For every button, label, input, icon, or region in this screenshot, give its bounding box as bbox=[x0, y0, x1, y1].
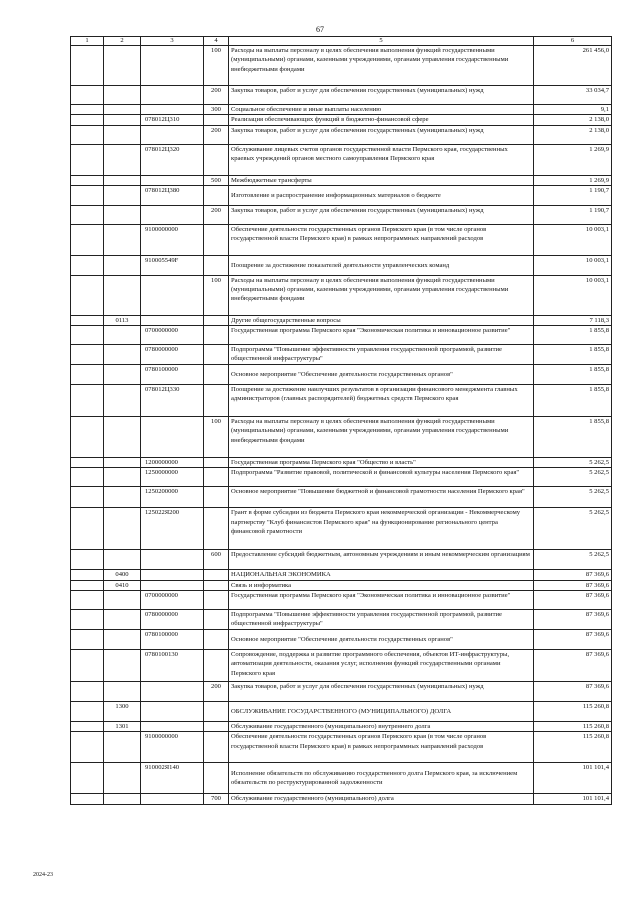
col-target-article: 0780100130 bbox=[141, 650, 204, 682]
col-expense-type bbox=[204, 365, 229, 385]
col-subsection bbox=[104, 458, 141, 468]
col-target-article: 9100000000 bbox=[141, 732, 204, 763]
col-target-article bbox=[141, 570, 204, 580]
col-expense-type bbox=[204, 580, 229, 590]
col-subsection bbox=[104, 255, 141, 275]
header-col-5: 5 bbox=[229, 37, 534, 46]
col-section bbox=[71, 591, 104, 610]
col-name: Расходы на выплаты персоналу в целях обеспечения выполнения функций государственными (муниципальными) органами, казенными учреждениями, органами управления государственными внебюджетными фондами bbox=[229, 417, 534, 458]
table-row bbox=[71, 794, 612, 804]
col-name: Грант в форме субсидии из бюджета Пермского края некоммерческой организации - Некоммерческому партнерству "Клуб финансистов Пермского края" на функционирование регионального центра финансовой грамотности bbox=[229, 508, 534, 550]
col-target-article bbox=[141, 105, 204, 115]
col-amount: 33 034,7 bbox=[534, 86, 612, 105]
table-row bbox=[71, 487, 612, 508]
header-col-2: 2 bbox=[104, 37, 141, 46]
col-amount: 87 369,6 bbox=[534, 580, 612, 590]
col-subsection bbox=[104, 763, 141, 794]
col-amount: 1 269,9 bbox=[534, 175, 612, 185]
col-name: Расходы на выплаты персоналу в целях обеспечения выполнения функций государственными (муниципальными) органами, казенными учреждениями, органами управления государственными внебюджетными фондами bbox=[229, 46, 534, 86]
col-target-article bbox=[141, 682, 204, 702]
col-name: Закупка товаров, работ и услуг для обеспечения государственных (муниципальных) нужд bbox=[229, 86, 534, 105]
col-expense-type bbox=[204, 610, 229, 630]
col-section bbox=[71, 630, 104, 650]
col-name: Государственная программа Пермского края "Экономическая политика и инновационное развитие" bbox=[229, 591, 534, 610]
table-row bbox=[71, 315, 612, 325]
col-subsection bbox=[104, 682, 141, 702]
col-target-article: 9100000000 bbox=[141, 224, 204, 255]
col-target-article: 0780100000 bbox=[141, 630, 204, 650]
col-name: Другие общегосударственные вопросы bbox=[229, 315, 534, 325]
col-subsection bbox=[104, 224, 141, 255]
col-section bbox=[71, 682, 104, 702]
col-subsection bbox=[104, 46, 141, 86]
header-col-1: 1 bbox=[71, 37, 104, 46]
col-name: Обслуживание государственного (муниципального) долга bbox=[229, 794, 534, 804]
col-name: Изготовление и распространение информационных материалов о бюджете bbox=[229, 185, 534, 205]
col-section bbox=[71, 385, 104, 417]
col-section bbox=[71, 550, 104, 570]
col-expense-type bbox=[204, 326, 229, 345]
col-subsection bbox=[104, 650, 141, 682]
col-name: Сопровождение, поддержка и развитие программного обеспечения, объектов ИТ-инфраструктуры, автоматизация деятельности, оказания услуг, исполнения функций государственными органами Пермского края bbox=[229, 650, 534, 682]
table-row bbox=[71, 105, 612, 115]
page-number: 67 bbox=[316, 25, 324, 34]
col-expense-type: 500 bbox=[204, 175, 229, 185]
col-amount: 1 855,8 bbox=[534, 345, 612, 365]
col-target-article: 0700000000 bbox=[141, 591, 204, 610]
col-expense-type bbox=[204, 144, 229, 175]
col-expense-type: 100 bbox=[204, 46, 229, 86]
col-section bbox=[71, 610, 104, 630]
col-target-article: 910002Я140 bbox=[141, 763, 204, 794]
col-name: Основное мероприятие "Обеспечение деятельности государственных органов" bbox=[229, 365, 534, 385]
col-subsection bbox=[104, 115, 141, 125]
col-target-article: 078012Ц320 bbox=[141, 144, 204, 175]
table-row bbox=[71, 732, 612, 763]
col-amount: 5 262,5 bbox=[534, 508, 612, 550]
col-subsection bbox=[104, 175, 141, 185]
table-row bbox=[71, 365, 612, 385]
col-amount: 115 260,8 bbox=[534, 732, 612, 763]
col-subsection bbox=[104, 86, 141, 105]
col-amount: 5 262,5 bbox=[534, 487, 612, 508]
col-name: Государственная программа Пермского края "Общество и власть" bbox=[229, 458, 534, 468]
col-expense-type bbox=[204, 458, 229, 468]
table-row bbox=[71, 630, 612, 650]
table-row bbox=[71, 86, 612, 105]
col-amount: 101 101,4 bbox=[534, 763, 612, 794]
col-name: Обеспечение деятельности государственных органов Пермского края (в том числе органов государственной власти Пермского края) в рамках непрограммных направлений расходов bbox=[229, 224, 534, 255]
col-target-article: 078012Ц380 bbox=[141, 185, 204, 205]
col-subsection bbox=[104, 732, 141, 763]
col-expense-type: 700 bbox=[204, 794, 229, 804]
col-subsection bbox=[104, 326, 141, 345]
col-name: НАЦИОНАЛЬНАЯ ЭКОНОМИКА bbox=[229, 570, 534, 580]
table-row bbox=[71, 185, 612, 205]
col-subsection bbox=[104, 365, 141, 385]
table-row bbox=[71, 702, 612, 722]
table-row bbox=[71, 224, 612, 255]
table-row bbox=[71, 508, 612, 550]
col-name: Обслуживание лицевых счетов органов государственной власти Пермского края, государственных краевых учреждений органов местного самоуправления Пермского края bbox=[229, 144, 534, 175]
col-expense-type bbox=[204, 591, 229, 610]
col-target-article bbox=[141, 702, 204, 722]
col-target-article: 1200000000 bbox=[141, 458, 204, 468]
col-amount: 7 118,3 bbox=[534, 315, 612, 325]
table-row bbox=[71, 458, 612, 468]
col-amount: 87 369,6 bbox=[534, 570, 612, 580]
col-name: Межбюджетные трансферты bbox=[229, 175, 534, 185]
col-section bbox=[71, 175, 104, 185]
col-expense-type bbox=[204, 508, 229, 550]
col-name: Предоставление субсидий бюджетным, автономным учреждениям и иным некоммерческим организациям bbox=[229, 550, 534, 570]
col-section bbox=[71, 115, 104, 125]
col-name: Реализация обеспечивающих функций в бюджетно-финансовой сфере bbox=[229, 115, 534, 125]
col-section bbox=[71, 508, 104, 550]
col-amount: 5 262,5 bbox=[534, 468, 612, 487]
col-target-article: 0780000000 bbox=[141, 610, 204, 630]
col-name: Подпрограмма "Повышение эффективности управления государственной программой, развитие общественной инфраструктуры" bbox=[229, 345, 534, 365]
header-col-4: 4 bbox=[204, 37, 229, 46]
col-subsection bbox=[104, 630, 141, 650]
col-expense-type: 200 bbox=[204, 86, 229, 105]
col-amount: 1 190,7 bbox=[534, 205, 612, 224]
col-expense-type bbox=[204, 722, 229, 732]
col-target-article bbox=[141, 275, 204, 315]
col-expense-type bbox=[204, 702, 229, 722]
col-name: Поощрение за достижение наилучших результатов в организации финансового менеджмента главных администраторов (главных распорядителей) бюджетных средств Пермского края bbox=[229, 385, 534, 417]
budget-table bbox=[70, 36, 612, 805]
col-name: Социальное обеспечение и иные выплаты населению bbox=[229, 105, 534, 115]
col-subsection bbox=[104, 610, 141, 630]
col-section bbox=[71, 185, 104, 205]
col-name: Закупка товаров, работ и услуг для обеспечения государственных (муниципальных) нужд bbox=[229, 682, 534, 702]
col-expense-type bbox=[204, 650, 229, 682]
col-subsection: 1300 bbox=[104, 702, 141, 722]
col-target-article bbox=[141, 417, 204, 458]
col-amount: 2 138,0 bbox=[534, 115, 612, 125]
header-col-3: 3 bbox=[141, 37, 204, 46]
table-row bbox=[71, 345, 612, 365]
col-subsection bbox=[104, 794, 141, 804]
col-section bbox=[71, 125, 104, 144]
col-target-article bbox=[141, 550, 204, 570]
table-row bbox=[71, 125, 612, 144]
col-target-article: 0780100000 bbox=[141, 365, 204, 385]
col-section bbox=[71, 570, 104, 580]
col-amount: 10 003,1 bbox=[534, 275, 612, 315]
table-row bbox=[71, 46, 612, 86]
col-target-article bbox=[141, 125, 204, 144]
table-row bbox=[71, 591, 612, 610]
col-subsection: 0410 bbox=[104, 580, 141, 590]
col-section bbox=[71, 275, 104, 315]
col-target-article bbox=[141, 46, 204, 86]
col-target-article bbox=[141, 794, 204, 804]
col-expense-type bbox=[204, 630, 229, 650]
col-expense-type bbox=[204, 487, 229, 508]
col-expense-type: 300 bbox=[204, 105, 229, 115]
col-subsection bbox=[104, 345, 141, 365]
col-amount: 261 456,0 bbox=[534, 46, 612, 86]
col-name: Поощрение за достижение показателей деятельности управленческих команд bbox=[229, 255, 534, 275]
col-name: Расходы на выплаты персоналу в целях обеспечения выполнения функций государственными (муниципальными) органами, казенными учреждениями, органами управления государственными внебюджетными фондами bbox=[229, 275, 534, 315]
col-amount: 1 190,7 bbox=[534, 185, 612, 205]
col-expense-type bbox=[204, 570, 229, 580]
col-subsection bbox=[104, 205, 141, 224]
table-row bbox=[71, 205, 612, 224]
col-subsection: 0113 bbox=[104, 315, 141, 325]
col-amount: 10 003,1 bbox=[534, 255, 612, 275]
col-expense-type: 200 bbox=[204, 682, 229, 702]
col-expense-type bbox=[204, 315, 229, 325]
col-amount: 87 369,6 bbox=[534, 682, 612, 702]
col-target-article: 0700000000 bbox=[141, 326, 204, 345]
col-section bbox=[71, 315, 104, 325]
col-expense-type bbox=[204, 763, 229, 794]
col-name: Закупка товаров, работ и услуг для обеспечения государственных (муниципальных) нужд bbox=[229, 125, 534, 144]
col-section bbox=[71, 224, 104, 255]
table-header-row bbox=[71, 37, 612, 46]
col-amount: 1 855,8 bbox=[534, 326, 612, 345]
table-row bbox=[71, 275, 612, 315]
col-amount: 87 369,6 bbox=[534, 630, 612, 650]
table-row bbox=[71, 326, 612, 345]
table-row bbox=[71, 115, 612, 125]
col-section bbox=[71, 326, 104, 345]
col-expense-type bbox=[204, 115, 229, 125]
table-row bbox=[71, 550, 612, 570]
col-amount: 10 003,1 bbox=[534, 224, 612, 255]
col-expense-type bbox=[204, 255, 229, 275]
col-name: Исполнение обязательств по обслуживанию государственного долга Пермского края, за исключением обязательств по реструктурированной задолженности bbox=[229, 763, 534, 794]
col-section bbox=[71, 468, 104, 487]
col-amount: 1 855,8 bbox=[534, 365, 612, 385]
table-row bbox=[71, 255, 612, 275]
col-section bbox=[71, 722, 104, 732]
col-section bbox=[71, 205, 104, 224]
table-row bbox=[71, 650, 612, 682]
table-row bbox=[71, 763, 612, 794]
col-target-article bbox=[141, 175, 204, 185]
col-expense-type bbox=[204, 732, 229, 763]
col-subsection bbox=[104, 185, 141, 205]
col-name: Закупка товаров, работ и услуг для обеспечения государственных (муниципальных) нужд bbox=[229, 205, 534, 224]
col-section bbox=[71, 345, 104, 365]
col-target-article: 078012Ц330 bbox=[141, 385, 204, 417]
col-section bbox=[71, 794, 104, 804]
table-row bbox=[71, 580, 612, 590]
col-subsection bbox=[104, 105, 141, 115]
col-name: Подпрограмма "Развитие правовой, политической и финансовой культуры населения Пермского края" bbox=[229, 468, 534, 487]
col-subsection bbox=[104, 508, 141, 550]
col-target-article bbox=[141, 86, 204, 105]
col-section bbox=[71, 763, 104, 794]
col-target-article bbox=[141, 205, 204, 224]
col-target-article: 078012Ц310 bbox=[141, 115, 204, 125]
col-name: Связь и информатика bbox=[229, 580, 534, 590]
col-section bbox=[71, 144, 104, 175]
col-subsection bbox=[104, 487, 141, 508]
col-subsection: 1301 bbox=[104, 722, 141, 732]
col-expense-type: 100 bbox=[204, 275, 229, 315]
col-target-article bbox=[141, 580, 204, 590]
col-section bbox=[71, 417, 104, 458]
col-section bbox=[71, 650, 104, 682]
col-subsection bbox=[104, 275, 141, 315]
col-expense-type: 100 bbox=[204, 417, 229, 458]
col-name: Обеспечение деятельности государственных органов Пермского края (в том числе органов государственной власти Пермского края) в рамках непрограммных направлений расходов bbox=[229, 732, 534, 763]
col-section bbox=[71, 732, 104, 763]
col-section bbox=[71, 487, 104, 508]
table-row bbox=[71, 610, 612, 630]
table-row bbox=[71, 175, 612, 185]
col-amount: 87 369,6 bbox=[534, 591, 612, 610]
col-section bbox=[71, 702, 104, 722]
col-amount: 1 855,8 bbox=[534, 417, 612, 458]
col-target-article: 0780000000 bbox=[141, 345, 204, 365]
table-row bbox=[71, 144, 612, 175]
col-amount: 87 369,6 bbox=[534, 650, 612, 682]
col-section bbox=[71, 365, 104, 385]
col-amount: 115 260,8 bbox=[534, 722, 612, 732]
col-name: Основное мероприятие "Обеспечение деятельности государственных органов" bbox=[229, 630, 534, 650]
col-target-article bbox=[141, 722, 204, 732]
col-section bbox=[71, 255, 104, 275]
col-expense-type bbox=[204, 185, 229, 205]
col-subsection: 0400 bbox=[104, 570, 141, 580]
col-amount: 1 855,8 bbox=[534, 385, 612, 417]
table-row bbox=[71, 385, 612, 417]
col-expense-type bbox=[204, 468, 229, 487]
col-amount: 115 260,8 bbox=[534, 702, 612, 722]
col-amount: 2 138,0 bbox=[534, 125, 612, 144]
col-expense-type: 200 bbox=[204, 125, 229, 144]
table-row bbox=[71, 468, 612, 487]
col-target-article bbox=[141, 315, 204, 325]
col-subsection bbox=[104, 468, 141, 487]
col-amount: 9,1 bbox=[534, 105, 612, 115]
col-amount: 1 269,9 bbox=[534, 144, 612, 175]
col-section bbox=[71, 86, 104, 105]
col-target-article: 125022Я200 bbox=[141, 508, 204, 550]
table-row bbox=[71, 722, 612, 732]
col-target-article: 1250000000 bbox=[141, 468, 204, 487]
col-target-article: 910005549F bbox=[141, 255, 204, 275]
col-subsection bbox=[104, 550, 141, 570]
footer-code: 2024-23 bbox=[33, 872, 53, 878]
col-amount: 5 262,5 bbox=[534, 458, 612, 468]
col-expense-type bbox=[204, 224, 229, 255]
table-row bbox=[71, 682, 612, 702]
col-target-article: 1250200000 bbox=[141, 487, 204, 508]
col-name: Обслуживание государственного (муниципального) внутреннего долга bbox=[229, 722, 534, 732]
col-subsection bbox=[104, 125, 141, 144]
col-amount: 101 101,4 bbox=[534, 794, 612, 804]
col-name: ОБСЛУЖИВАНИЕ ГОСУДАРСТВЕННОГО (МУНИЦИПАЛЬНОГО) ДОЛГА bbox=[229, 702, 534, 722]
col-subsection bbox=[104, 591, 141, 610]
col-expense-type: 600 bbox=[204, 550, 229, 570]
header-col-6: 6 bbox=[534, 37, 612, 46]
col-subsection bbox=[104, 144, 141, 175]
col-amount: 87 369,6 bbox=[534, 610, 612, 630]
col-name: Основное мероприятие "Повышение бюджетной и финансовой грамотности населения Пермского края" bbox=[229, 487, 534, 508]
table-row bbox=[71, 570, 612, 580]
table-row bbox=[71, 417, 612, 458]
col-section bbox=[71, 580, 104, 590]
col-expense-type bbox=[204, 345, 229, 365]
col-section bbox=[71, 458, 104, 468]
col-name: Подпрограмма "Повышение эффективности управления государственной программой, развитие общественной инфраструктуры" bbox=[229, 610, 534, 630]
col-subsection bbox=[104, 417, 141, 458]
col-section bbox=[71, 105, 104, 115]
col-name: Государственная программа Пермского края "Экономическая политика и инновационное развитие" bbox=[229, 326, 534, 345]
col-amount: 5 262,5 bbox=[534, 550, 612, 570]
col-section bbox=[71, 46, 104, 86]
col-expense-type: 200 bbox=[204, 205, 229, 224]
col-expense-type bbox=[204, 385, 229, 417]
col-subsection bbox=[104, 385, 141, 417]
